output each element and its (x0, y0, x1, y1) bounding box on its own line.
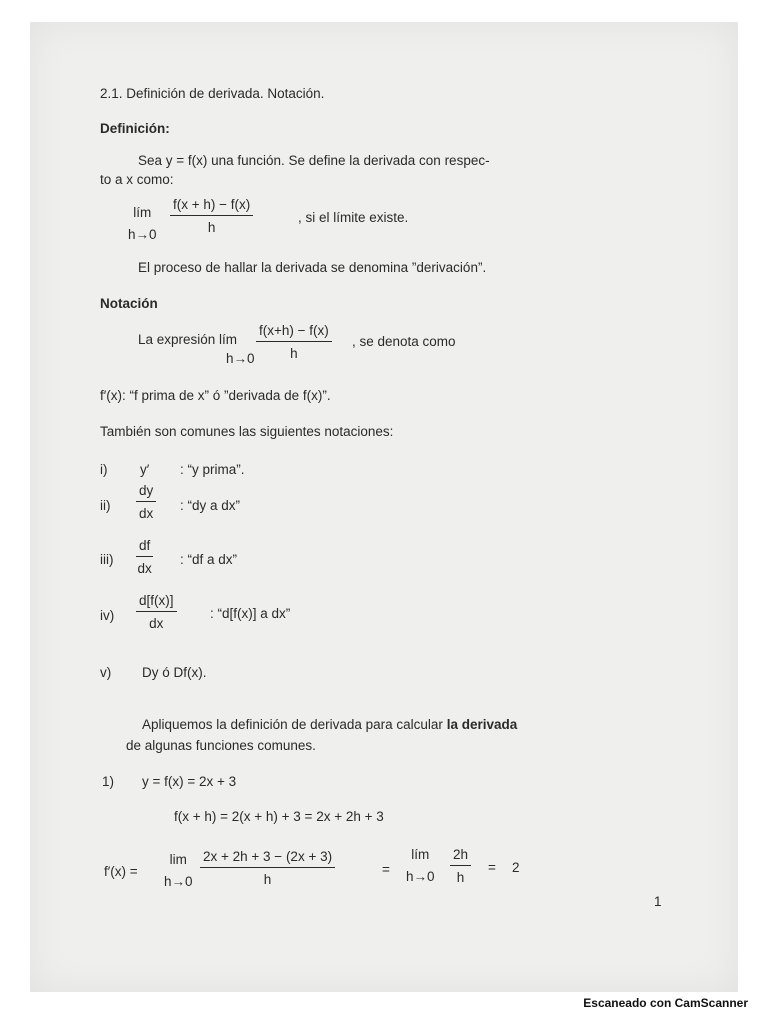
fraction-numerator: d[f(x)] (139, 593, 174, 608)
example-fraction-2 (450, 848, 471, 884)
lim-subscript: h→0 (406, 868, 435, 884)
example-label: 1) (102, 774, 115, 789)
definition-line-2: to a x como: (100, 172, 174, 187)
fraction-numerator: f(x + h) − f(x) (173, 197, 251, 212)
fraction-denominator: dx (149, 615, 164, 631)
fraction-numerator: df (139, 538, 151, 553)
item-symbol: Dy ó Df(x). (142, 665, 207, 680)
application-line-1 (142, 717, 517, 732)
item-fraction (136, 539, 153, 575)
item-label: iv) (100, 608, 115, 623)
lim-subscript: h→0 (164, 873, 193, 889)
definition-line-1: Sea y = f(x) una función. Se define la derivada con respec- (138, 153, 490, 168)
fraction-numerator: f(x+h) − f(x) (259, 323, 329, 338)
derivation-process: El proceso de hallar la derivada se denomina ”derivación”. (138, 260, 487, 275)
page-number: 1 (654, 894, 662, 909)
fraction-numerator: dy (139, 483, 154, 498)
fraction-numerator: 2h (453, 847, 469, 862)
item-label: v) (100, 665, 112, 680)
item-reading: : “df a dx” (180, 552, 238, 567)
example-step: f(x + h) = 2(x + h) + 3 = 2x + 2h + 3 (174, 809, 384, 824)
definition-fraction (170, 198, 253, 234)
scanned-page (30, 22, 738, 992)
example-result: 2 (512, 860, 520, 875)
notation-heading: Notación (100, 296, 158, 311)
fraction-numerator: 2x + 2h + 3 − (2x + 3) (203, 849, 333, 864)
lim-text: lím (133, 205, 152, 220)
other-notations-intro: También son comunes las siguientes notaciones: (100, 424, 394, 439)
application-line-2: de algunas funciones comunes. (126, 738, 316, 753)
example-limit-2 (406, 848, 435, 883)
item-label: ii) (100, 498, 111, 513)
definition-condition: , si el límite existe. (298, 210, 409, 225)
fraction-denominator: h (263, 871, 272, 887)
item-label: iii) (100, 552, 114, 567)
application-text: Apliquemos la definición de derivada para calcular (142, 717, 443, 732)
section-title: 2.1. Definición de derivada. Notación. (100, 86, 325, 101)
fraction-denominator: h (290, 345, 298, 361)
lim-subscript: h→0 (128, 226, 157, 242)
item-label: i) (100, 462, 108, 477)
item-fraction (136, 594, 177, 630)
item-reading: : “dy a dx” (180, 498, 241, 513)
fraction-denominator: dx (139, 505, 154, 521)
fraction-denominator: h (207, 219, 216, 235)
definition-limit (128, 206, 157, 241)
example-lhs: f′(x) = (104, 864, 138, 879)
equals-sign: = (382, 862, 390, 877)
item-symbol: y′ (140, 462, 150, 477)
notation-lim-subscript: h→0 (226, 351, 255, 366)
item-reading: : “y prima”. (180, 462, 245, 477)
fprime-reading: f′(x): “f prima de x” ó ”derivada de f(x)”. (100, 388, 331, 403)
notation-expr-suffix: , se denota como (352, 334, 456, 349)
example-fraction (200, 850, 335, 886)
notation-expr-prefix: La expresión lím (138, 332, 238, 347)
lim-text: lim (169, 852, 187, 867)
notation-fraction (256, 324, 332, 360)
fraction-denominator: dx (137, 560, 152, 576)
item-reading: : “d[f(x)] a dx” (210, 606, 291, 621)
equals-sign: = (488, 860, 496, 875)
application-emphasis: la derivada (446, 717, 518, 732)
example-limit (164, 853, 193, 888)
fraction-denominator: h (456, 869, 465, 885)
lim-text: lím (411, 847, 430, 862)
example-function: y = f(x) = 2x + 3 (142, 774, 237, 789)
definition-heading: Definición: (100, 121, 170, 136)
item-fraction (136, 484, 156, 520)
scanner-watermark: Escaneado con CamScanner (583, 996, 748, 1010)
